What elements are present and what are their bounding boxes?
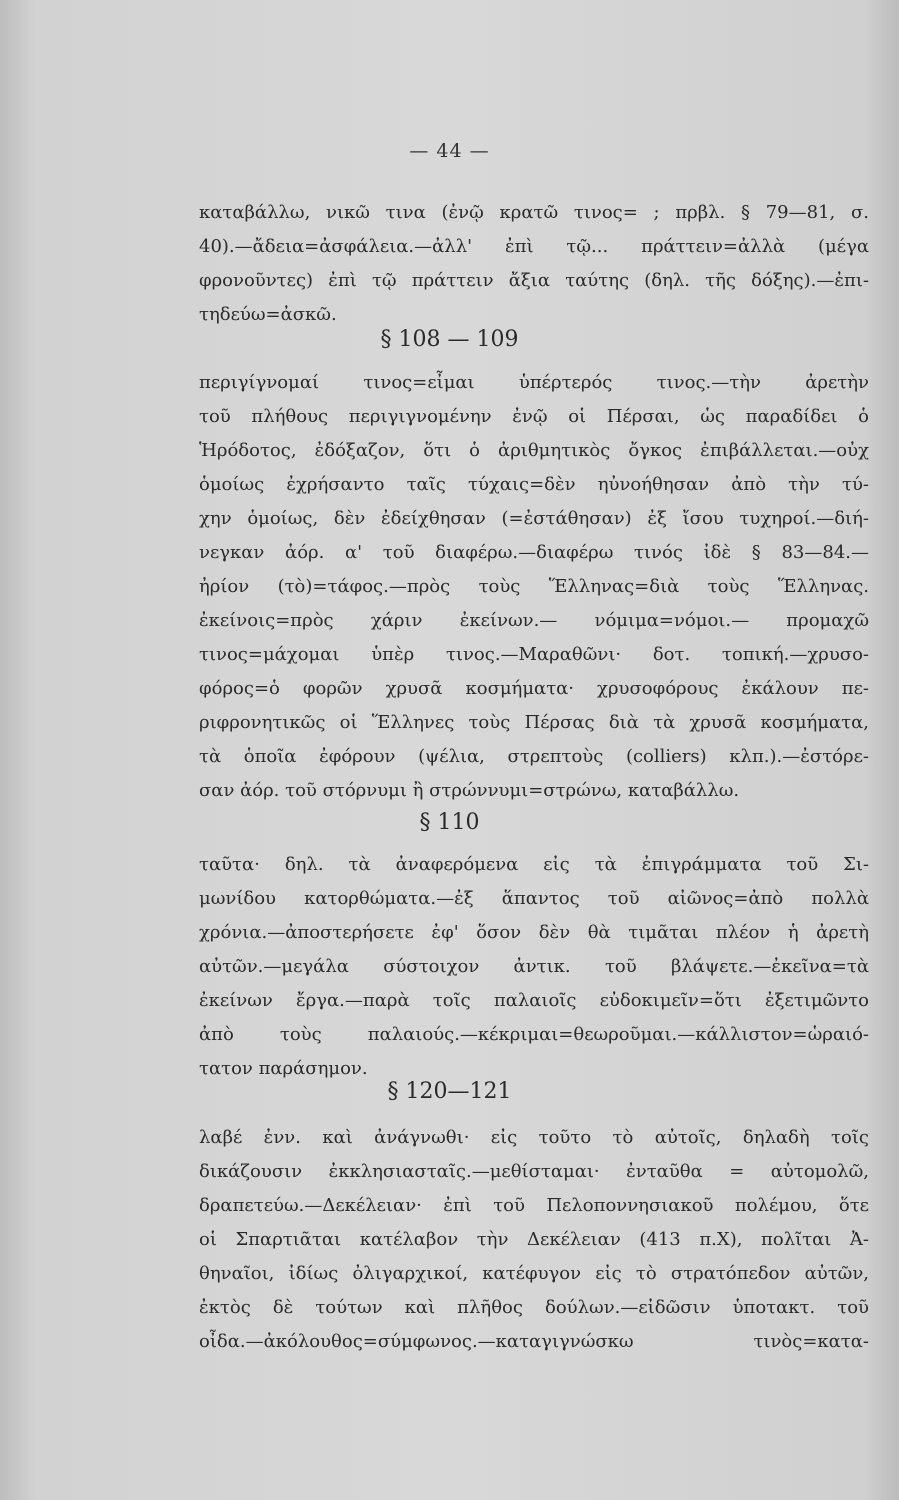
text-line: περιγίγνομαί τινος=εἶμαι ὑπέρτερός τινος.—τὴν ἀρετὴν xyxy=(199,372,869,393)
text-line: λαβέ ἐνν. καὶ ἀνάγνωθι· εἰς τοῦτο τὸ αὐτοῖς, δηλαδὴ τοῖς xyxy=(199,1127,869,1148)
section-108-109 xyxy=(199,366,869,808)
text-line: δραπετεύω.—Δεκέλειαν· ἐπὶ τοῦ Πελοποννησιακοῦ πολέμου, ὅτε xyxy=(199,1195,869,1216)
section-heading-120-121: § 120—121 xyxy=(387,1079,512,1104)
text-line: αὐτῶν.—μεγάλα σύστοιχον ἀντικ. τοῦ βλάψετε.—ἐκεῖνα=τὰ xyxy=(199,956,869,977)
text-line: ἐκείνων ἔργα.—παρὰ τοῖς παλαιοῖς εὐδοκιμεῖν=ὅτι ἐξετιμῶντο xyxy=(199,990,869,1011)
text-line: χην ὁμοίως, δὲν ἐδείχθησαν (=ἐστάθησαν) ἐξ ἴσου τυχηροί.—διή- xyxy=(199,508,869,529)
section-intro xyxy=(199,196,869,332)
section-heading-110: § 110 xyxy=(419,810,480,835)
text-line: Ἡρόδοτος, ἐδόξαζον, ὅτι ὁ ἀριθμητικὸς ὄγκος ἐπιβάλλεται.—οὐχ xyxy=(199,440,869,461)
section-heading-108-109: § 108 — 109 xyxy=(380,327,519,352)
text-line: ταῦτα· δηλ. τὰ ἀναφερόμενα εἰς τὰ ἐπιγράμματα τοῦ Σι- xyxy=(199,854,869,875)
text-line: ἐκείνοις=πρὸς χάριν ἐκείνων.— νόμιμα=νόμοι.— προμαχῶ xyxy=(199,610,869,631)
text-line: τηδεύω=ἀσκῶ. xyxy=(199,304,337,325)
text-line: καταβάλλω, νικῶ τινα (ἐνῷ κρατῶ τινος= ; πρβλ. § 79—81, σ. xyxy=(199,202,869,223)
text-line: ἀπὸ τοὺς παλαιούς.—κέκριμαι=θεωροῦμαι.—κάλλιστον=ὡραιό- xyxy=(199,1024,869,1045)
text-line: θηναῖοι, ἰδίως ὀλιγαρχικοί, κατέφυγον εἰς τὸ στρατόπεδον αὐτῶν, xyxy=(199,1263,869,1284)
text-line: τοῦ πλήθους περιγιγνομένην ἐνῷ οἱ Πέρσαι, ὡς παραδίδει ὁ xyxy=(199,406,869,427)
text-line: φρονοῦντες) ἐπὶ τῷ πράττειν ἄξια ταύτης (δηλ. τῆς δόξης).—ἐπι- xyxy=(199,270,869,291)
text-line: δικάζουσιν ἐκκλησιασταῖς.—μεθίσταμαι· ἐνταῦθα = αὐτομολῶ, xyxy=(199,1161,869,1182)
text-line: μωνίδου κατορθώματα.—ἐξ ἅπαντος τοῦ αἰῶνος=ἀπὸ πολλὰ xyxy=(199,888,869,909)
text-line: χρόνια.—ἀποστερήσετε ἐφ' ὅσον δὲν θὰ τιμᾶται πλέον ἡ ἀρετὴ xyxy=(199,922,869,943)
text-line: τὰ ὁποῖα ἐφόρουν (ψέλια, στρεπτοὺς (colliers) κλπ.).—ἐστόρε- xyxy=(199,746,869,767)
text-line: ἠρίον (τὸ)=τάφος.—πρὸς τοὺς Ἕλληνας=διὰ τοὺς Ἕλληνας. xyxy=(199,576,869,597)
text-line: τατον παράσημον. xyxy=(199,1058,368,1079)
text-line: ὁμοίως ἐχρήσαντο ταῖς τύχαις=δὲν ηὐνοήθησαν ἀπὸ τὴν τύ- xyxy=(199,474,869,495)
page-number: — 44 — xyxy=(409,140,490,162)
section-110 xyxy=(199,848,869,1086)
text-line: 40).—ἄδεια=ἀσφάλεια.—ἀλλ' ἐπὶ τῷ... πράττειν=ἀλλὰ (μέγα xyxy=(199,236,869,257)
text-line: σαν ἀόρ. τοῦ στόρνυμι ἢ στρώννυμι=στρώνω, καταβάλλω. xyxy=(199,780,740,801)
text-line: φόρος=ὁ φορῶν χρυσᾶ κοσμήματα· χρυσοφόρους ἐκάλουν πε- xyxy=(199,678,869,699)
text-line: νεγκαν ἀόρ. α' τοῦ διαφέρω.—διαφέρω τινός ἰδὲ § 83—84.— xyxy=(199,542,869,563)
text-line: ριφρονητικῶς οἱ Ἕλληνες τοὺς Πέρσας διὰ τὰ χρυσᾶ κοσμήματα, xyxy=(199,712,869,733)
section-120-121 xyxy=(199,1121,869,1359)
text-line: οἶδα.—ἀκόλουθος=σύμφωνος.—καταγιγνώσκω τινὸς=κατα- xyxy=(199,1331,869,1352)
text-line: ἐκτὸς δὲ τούτων καὶ πλῆθος δούλων.—εἰδῶσιν ὑποτακτ. τοῦ xyxy=(199,1297,869,1318)
text-line: τινος=μάχομαι ὑπὲρ τινος.—Μαραθῶνι· δοτ. τοπική.—χρυσο- xyxy=(199,644,869,665)
text-line: οἱ Σπαρτιᾶται κατέλαβον τὴν Δεκέλειαν (413 π.Χ), πολῖται Ἀ- xyxy=(199,1229,869,1250)
